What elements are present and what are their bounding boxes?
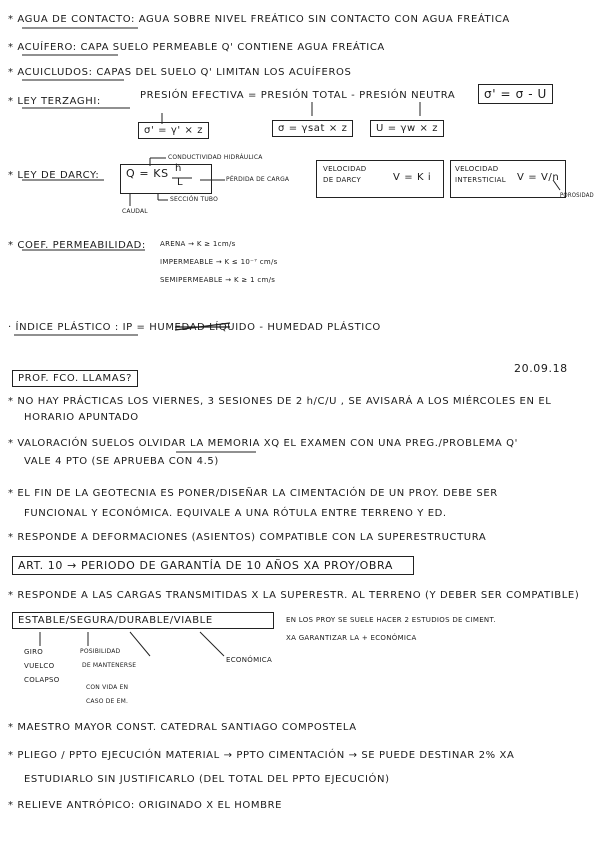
estable-box: ESTABLE/SEGURA/DURABLE/VIABLE	[12, 612, 274, 629]
posibilidad-1: POSIBILIDAD	[80, 648, 121, 655]
darcy-l: L	[177, 177, 184, 188]
darcy-formula: Q = KS	[126, 167, 169, 180]
darcy-label: * LEY DE DARCY:	[8, 170, 100, 181]
line-no-hay-1: * NO HAY PRÁCTICAS LOS VIERNES, 3 SESIONES DE 2 h/C/U , SE AVISARÁ A LOS MIÉRCOLES EN EL	[8, 396, 552, 407]
velocidad-darcy-title: VELOCIDAD DE DARCY	[323, 165, 367, 184]
posibilidad-4: CASO DE EM.	[86, 698, 129, 705]
velocidad-intersticial-box	[450, 160, 566, 198]
garantia-box: ART. 10 → PERIODO DE GARANTÍA DE 10 AÑOS XA PROY/OBRA	[12, 556, 414, 575]
coef-arena: ARENA → K ≥ 1cm/s	[160, 240, 236, 248]
velocidad-darcy-box	[316, 160, 444, 198]
terzaghi-formula-box: σ' = σ - U	[478, 84, 553, 104]
sigma-prime-box: σ' = γ' × z	[138, 122, 209, 139]
arrow-viable	[200, 632, 224, 656]
coef-semipermeable: SEMIPERMEABLE → K ≥ 1 cm/s	[160, 276, 276, 284]
darcy-seccion-note: SECCIÓN TUBO	[170, 196, 219, 203]
line-fin-2: FUNCIONAL Y ECONÓMICA. EQUIVALE A UNA RÓTULA ENTRE TERRENO Y ED.	[24, 508, 447, 519]
darcy-formula-box	[120, 164, 212, 194]
coef-impermeable: IMPERMEABLE → K ≤ 10⁻⁷ cm/s	[160, 258, 278, 266]
prof-box: PROF. FCO. LLAMAS?	[12, 370, 138, 387]
en-los-proy-2: XA GARANTIZAR LA + ECONÓMICA	[286, 634, 417, 642]
economica: ECONÓMICA	[226, 656, 273, 664]
arrow-durable	[130, 632, 150, 656]
sigma-total-box: σ = γsat × z	[272, 120, 353, 137]
line-relieve: * RELIEVE ANTRÓPICO: ORIGINADO X EL HOMBRE	[8, 800, 283, 811]
line-agua-contacto: * AGUA DE CONTACTO: AGUA SOBRE NIVEL FREÁTICO SIN CONTACTO CON AGUA FREÁTICA	[8, 14, 510, 25]
line-pliego-1: * PLIEGO / PPTO EJECUCIÓN MATERIAL → PPTO CIMENTACIÓN → SE PUEDE DESTINAR 2% XA	[8, 750, 515, 761]
posibilidad-3: CON VIDA EN	[86, 684, 129, 691]
velocidad-intersticial-title: VELOCIDAD INTERSTICIAL	[455, 165, 506, 184]
posibilidad-2: DE MANTENERSE	[82, 662, 137, 669]
vuelco: VUELCO	[24, 662, 55, 670]
line-acuicludos: * ACUICLUDOS: CAPAS DEL SUELO Q' LIMITAN LOS ACUÍFEROS	[8, 67, 352, 78]
u-formula-box: U = γw × z	[370, 120, 444, 137]
terzaghi-label: * LEY TERZAGHI:	[8, 96, 101, 107]
darcy-conductividad-note: CONDUCTIVIDAD HIDRÁULICA	[168, 154, 263, 161]
velocidad-darcy-formula: V = K i	[393, 172, 432, 183]
line-no-hay-2: HORARIO APUNTADO	[24, 412, 139, 423]
giro: GIRO	[24, 648, 44, 656]
terzaghi-definition: PRESIÓN EFECTIVA = PRESIÓN TOTAL - PRESIÓN NEUTRA	[140, 90, 456, 101]
en-los-proy-1: EN LOS PROY SE SUELE HACER 2 ESTUDIOS DE CIMENT.	[286, 616, 496, 624]
darcy-perdida-note: PÉRDIDA DE CARGA	[226, 176, 290, 183]
darcy-caudal-note: CAUDAL	[122, 208, 148, 215]
line-valoracion-1: * VALORACIÓN SUELOS OLVIDAR LA MEMORIA XQ EL EXAMEN CON UNA PREG./PROBLEMA Q'	[8, 438, 518, 449]
line-fin-1: * EL FIN DE LA GEOTECNIA ES PONER/DISEÑAR LA CIMENTACIÓN DE UN PROY. DEBE SER	[8, 488, 498, 499]
darcy-h: h	[175, 163, 182, 174]
line-pliego-2: ESTUDIARLO SIN JUSTIFICARLO (DEL TOTAL DEL PPTO EJECUCIÓN)	[24, 774, 390, 785]
colapso: COLAPSO	[24, 676, 60, 684]
porosidad-note: POROSIDAD	[560, 192, 594, 199]
coef-label: * COEF. PERMEABILIDAD:	[8, 240, 146, 251]
line-maestro: * MAESTRO MAYOR CONST. CATEDRAL SANTIAGO COMPOSTELA	[8, 722, 357, 733]
line-responde: * RESPONDE A DEFORMACIONES (ASIENTOS) COMPATIBLE CON LA SUPERESTRUCTURA	[8, 532, 487, 543]
indice-plastico: · ÍNDICE PLÁSTICO : IP = HUMEDAD LÍQUIDO - HUMEDAD PLÁSTICO	[8, 322, 381, 333]
line-acuifero: * ACUÍFERO: CAPA SUELO PERMEABLE Q' CONTIENE AGUA FREÁTICA	[8, 42, 385, 53]
date: 20.09.18	[514, 362, 568, 375]
velocidad-intersticial-formula: V = V/n	[517, 172, 560, 183]
line-valoracion-2: VALE 4 PTO (SE APRUEBA CON 4.5)	[24, 456, 219, 467]
line-fuerzas: * RESPONDE A LAS CARGAS TRANSMITIDAS X LA SUPERESTR. AL TERRENO (Y DEBER SER COMPATIBLE)	[8, 590, 580, 601]
